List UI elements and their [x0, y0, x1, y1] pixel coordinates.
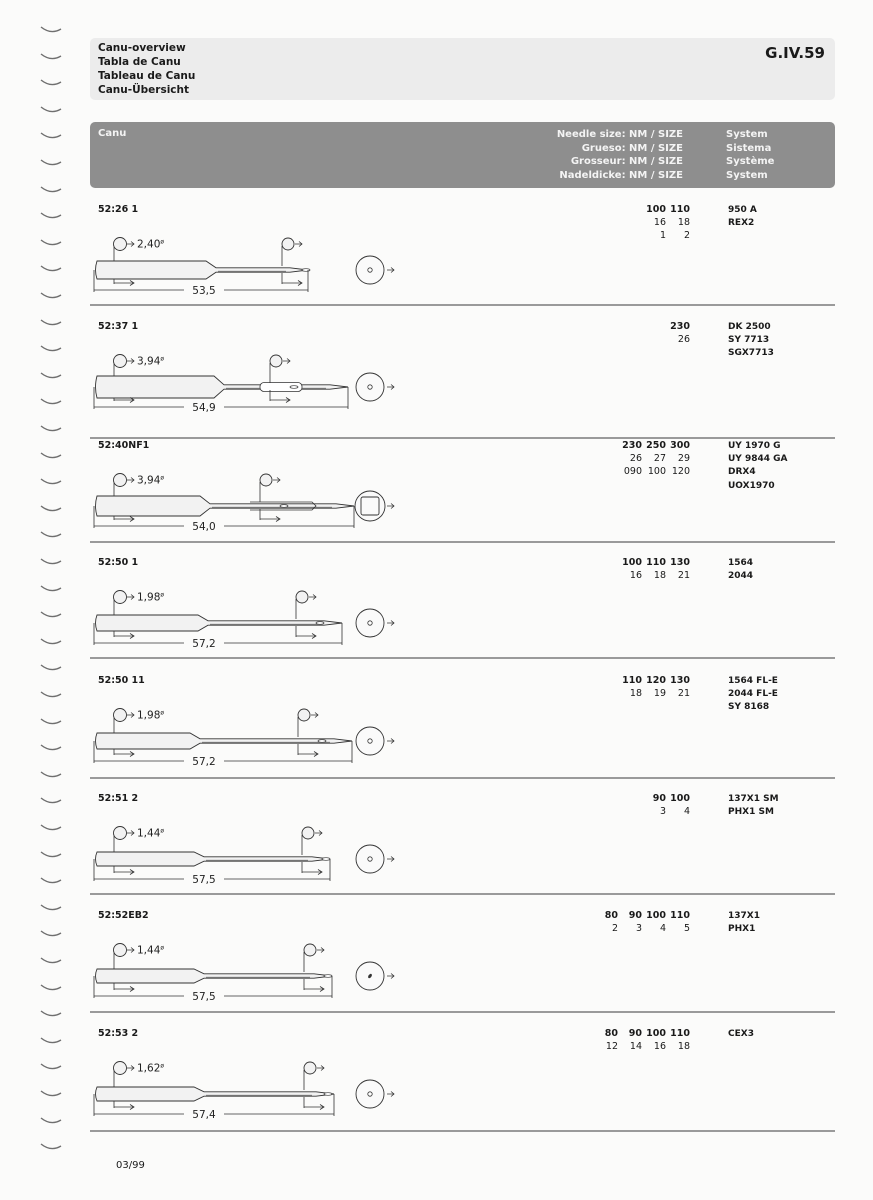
- system-code: DRX4: [728, 467, 756, 478]
- binding-hole: [38, 237, 64, 249]
- needle-diagram: [90, 589, 430, 659]
- shank-profile: [114, 827, 127, 840]
- needle-code: 52:50 1: [98, 557, 139, 568]
- needle-drawing: [96, 261, 309, 279]
- title-lines: [98, 41, 195, 97]
- size-value: 100: [647, 465, 666, 477]
- needle-code: 52:50 11: [98, 675, 145, 686]
- binding-hole: [38, 210, 64, 222]
- needle-drawing: [96, 376, 349, 398]
- binding-hole: [38, 104, 64, 116]
- header-system-es: Sistema: [726, 142, 772, 154]
- size-value: 2: [683, 229, 690, 241]
- system-code: PHX1 SM: [728, 807, 774, 818]
- title-box: [90, 38, 835, 100]
- needle-drawing: [96, 615, 343, 631]
- size-line: [570, 806, 690, 819]
- needle-row: [90, 557, 835, 659]
- needle-length: 53,5: [192, 285, 216, 297]
- size-value: 18: [629, 687, 642, 699]
- needle-code: 52:37 1: [98, 321, 139, 332]
- size-value: 230: [622, 440, 642, 451]
- needle-eye: [318, 740, 326, 743]
- size-value: 21: [677, 687, 690, 699]
- binding-hole: [38, 583, 64, 595]
- size-line: [570, 688, 690, 701]
- binding-hole: [38, 317, 64, 329]
- system-code: 137X1: [728, 911, 760, 921]
- title-line-fr: Tableau de Canu: [98, 70, 196, 82]
- size-value: 16: [629, 569, 642, 581]
- binding-hole: [38, 902, 64, 914]
- binding-hole: [38, 875, 64, 887]
- system-code: PHX1: [728, 924, 756, 935]
- size-value: 2: [611, 922, 618, 934]
- size-value: 3: [659, 805, 666, 817]
- size-line: [570, 466, 690, 479]
- system-list: [728, 1028, 754, 1041]
- size-value: 110: [670, 1028, 690, 1039]
- size-table: [570, 910, 690, 936]
- shank-diameter: $1,62^ø$: [137, 1062, 165, 1075]
- size-line: [570, 1041, 690, 1054]
- size-value: 80: [604, 1028, 618, 1039]
- size-value: 130: [670, 557, 690, 568]
- size-value: 100: [622, 557, 642, 568]
- needle-drawing: [96, 852, 331, 866]
- size-table: [570, 321, 690, 347]
- binding-hole: [38, 982, 64, 994]
- size-value: 100: [646, 204, 666, 215]
- binding-hole: [38, 849, 64, 861]
- system-list: [728, 204, 757, 230]
- needle-length: 57,5: [192, 874, 216, 886]
- binding-hole: [38, 396, 64, 408]
- needle-diagram: [90, 472, 430, 542]
- size-value: 100: [646, 910, 666, 921]
- footer-date: 03/99: [116, 1160, 145, 1171]
- needle-length: 54,9: [192, 402, 216, 414]
- needle-eye: [322, 858, 330, 861]
- binding-hole: [38, 795, 64, 807]
- system-list: [728, 793, 779, 819]
- size-value: 90: [628, 910, 642, 921]
- header-system-en: System: [726, 129, 768, 140]
- size-value: 120: [671, 465, 690, 477]
- title-line-en: Canu-overview: [98, 42, 186, 54]
- needle-code: 52:26 1: [98, 204, 139, 215]
- size-line: [570, 334, 690, 347]
- binding-hole: [38, 955, 64, 967]
- binding-hole: [38, 769, 64, 781]
- eye-profile: [302, 827, 314, 839]
- size-value: 16: [653, 216, 666, 228]
- binding-hole: [38, 24, 64, 36]
- system-code: UY 1970 G: [728, 441, 781, 451]
- binding-hole: [38, 130, 64, 142]
- binding-hole: [38, 1115, 64, 1127]
- shank-profile: [114, 355, 127, 368]
- size-table: [570, 675, 690, 701]
- row-divider: [90, 1130, 835, 1132]
- size-line: [570, 910, 690, 923]
- needle-length: 57,2: [192, 638, 216, 650]
- binding-hole: [38, 1008, 64, 1020]
- needle-eye: [316, 622, 324, 625]
- system-code: 1564: [728, 558, 754, 568]
- needle-diagram: [90, 942, 430, 1012]
- needle-row: [90, 910, 835, 1013]
- needle-length: 54,0: [192, 521, 216, 533]
- header-size-de: Nadeldicke: NM / SIZE: [559, 169, 683, 181]
- size-value: 100: [670, 793, 690, 804]
- binding-hole: [38, 370, 64, 382]
- eye-profile: [296, 591, 308, 603]
- binding-hole: [38, 689, 64, 701]
- title-line-de: Canu-Übersicht: [98, 84, 190, 96]
- shank-diameter: $1,44^ø$: [137, 944, 165, 957]
- binding-hole: [38, 184, 64, 196]
- system-list: [728, 321, 774, 361]
- size-value: 90: [652, 793, 666, 804]
- binding-holes: [30, 24, 70, 1184]
- system-code: 950 A: [728, 205, 757, 215]
- size-value: 110: [670, 910, 690, 921]
- system-list: [728, 440, 788, 493]
- size-value: 18: [677, 216, 690, 228]
- eye-profile: [282, 238, 294, 250]
- shank-diameter: $1,98^ø$: [137, 709, 165, 722]
- eye-profile: [270, 355, 282, 367]
- system-list: [728, 557, 753, 583]
- header-system-fr: Système: [726, 156, 775, 167]
- size-table: [570, 557, 690, 583]
- header-system-de: System: [726, 169, 768, 181]
- system-code: CEX3: [728, 1029, 754, 1039]
- header-product-label: Canu: [98, 128, 127, 139]
- needle-eye: [324, 975, 332, 978]
- binding-hole: [38, 423, 64, 435]
- binding-hole: [38, 1061, 64, 1073]
- eye-profile: [298, 709, 310, 721]
- binding-hole: [38, 742, 64, 754]
- shank-profile: [114, 591, 127, 604]
- size-line: [570, 1028, 690, 1041]
- needle-length: 57,5: [192, 991, 216, 1003]
- size-line: [570, 570, 690, 583]
- needle-drawing: [96, 496, 355, 516]
- size-line: [570, 923, 690, 936]
- binding-hole: [38, 529, 64, 541]
- system-list: [728, 675, 778, 715]
- needle-row: [90, 204, 835, 306]
- needle-diagram: [90, 236, 430, 306]
- needle-drawing: [96, 969, 333, 983]
- size-value: 18: [653, 569, 666, 581]
- shank-diameter: $1,44^ø$: [137, 827, 165, 840]
- needle-length: 57,4: [192, 1109, 216, 1121]
- size-value: 27: [653, 452, 666, 464]
- binding-hole: [38, 263, 64, 275]
- binding-hole: [38, 1035, 64, 1047]
- needle-diagram: [90, 1060, 430, 1130]
- binding-hole: [38, 636, 64, 648]
- shank-profile: [114, 238, 127, 251]
- shank-profile: [114, 709, 127, 722]
- shank-diameter: $3,94^ø$: [137, 355, 165, 368]
- shank-profile: [114, 474, 127, 487]
- system-code: SY 7713: [728, 335, 770, 346]
- system-list: [728, 910, 760, 936]
- size-value: 3: [635, 922, 642, 934]
- size-value: 21: [677, 569, 690, 581]
- shank-profile: [114, 1062, 127, 1075]
- size-value: 29: [677, 452, 690, 464]
- needle-code: 52:51 2: [98, 793, 139, 804]
- size-line: [570, 557, 690, 570]
- eye-profile: [304, 944, 316, 956]
- needle-eye: [324, 1093, 332, 1096]
- size-value: 12: [605, 1040, 618, 1052]
- size-value: 4: [659, 922, 666, 934]
- size-value: 18: [677, 1040, 690, 1052]
- header-system-labels: [726, 128, 774, 182]
- binding-hole: [38, 1141, 64, 1153]
- table-header: [90, 122, 835, 188]
- needle-drawing: [96, 1087, 335, 1101]
- binding-hole: [38, 343, 64, 355]
- binding-hole: [38, 157, 64, 169]
- system-code: DK 2500: [728, 322, 771, 332]
- size-value: 19: [653, 687, 666, 699]
- header-size-labels: [557, 128, 683, 182]
- shank-profile: [114, 944, 127, 957]
- size-value: 230: [670, 321, 690, 332]
- binding-hole: [38, 503, 64, 515]
- row-divider: [90, 437, 835, 439]
- needle-code: 52:53 2: [98, 1028, 139, 1039]
- size-value: 90: [628, 1028, 642, 1039]
- size-line: [570, 675, 690, 688]
- binding-hole: [38, 609, 64, 621]
- system-code: 137X1 SM: [728, 794, 779, 804]
- size-line: [570, 453, 690, 466]
- needle-row: [90, 321, 835, 439]
- system-code: SY 8168: [728, 702, 770, 713]
- size-line: [570, 321, 690, 334]
- size-line: [570, 793, 690, 806]
- needle-diagram: [90, 825, 430, 895]
- binding-hole: [38, 77, 64, 89]
- needle-eye: [280, 505, 288, 508]
- size-table: [570, 440, 690, 478]
- size-value: 1: [659, 229, 666, 241]
- system-code: SGX7713: [728, 348, 774, 359]
- size-table: [570, 204, 690, 242]
- title-line-es: Tabla de Canu: [98, 56, 181, 68]
- system-code: 1564 FL-E: [728, 676, 778, 686]
- system-code: UY 9844 GA: [728, 454, 788, 465]
- size-value: 300: [670, 440, 690, 451]
- size-value: 4: [683, 805, 690, 817]
- system-code: 2044 FL-E: [728, 689, 778, 700]
- size-table: [570, 793, 690, 819]
- needle-length: 57,2: [192, 756, 216, 768]
- size-value: 130: [670, 675, 690, 686]
- binding-hole: [38, 716, 64, 728]
- needle-code: 52:40NF1: [98, 440, 150, 451]
- shank-diameter: $2,40^ø$: [137, 238, 165, 251]
- shank-diameter: $1,98^ø$: [137, 591, 165, 604]
- header-size-es: Grueso: NM / SIZE: [581, 142, 683, 154]
- needle-row: [90, 675, 835, 779]
- binding-hole: [38, 450, 64, 462]
- size-table: [570, 1028, 690, 1054]
- binding-hole: [38, 1088, 64, 1100]
- row-divider: [90, 777, 835, 779]
- needle-row: [90, 440, 835, 543]
- shank-diameter: $3,94^ø$: [137, 474, 165, 487]
- header-size-en: Needle size: NM / SIZE: [556, 129, 683, 140]
- needle-diagram: [90, 707, 430, 777]
- system-code: REX2: [728, 218, 755, 229]
- system-code: UOX1970: [728, 480, 775, 491]
- size-value: 120: [646, 675, 666, 686]
- size-value: 110: [622, 675, 642, 686]
- size-value: 26: [629, 452, 642, 464]
- header-size-fr: Grosseur: NM / SIZE: [570, 156, 683, 167]
- size-line: [570, 204, 690, 217]
- needle-code: 52:52EB2: [98, 910, 149, 921]
- size-value: 26: [677, 333, 690, 345]
- size-line: [570, 440, 690, 453]
- size-value: 110: [646, 557, 666, 568]
- binding-hole: [38, 928, 64, 940]
- needle-eye: [302, 269, 310, 272]
- size-value: 090: [623, 465, 642, 477]
- needle-row: [90, 1028, 835, 1132]
- binding-hole: [38, 822, 64, 834]
- binding-hole: [38, 662, 64, 674]
- binding-hole: [38, 290, 64, 302]
- needle-diagram: [90, 353, 430, 423]
- size-line: [570, 230, 690, 243]
- needle-eye: [290, 386, 298, 389]
- page-number: G.IV.59: [765, 44, 825, 62]
- eye-profile: [260, 474, 272, 486]
- size-value: 250: [646, 440, 666, 451]
- size-value: 5: [683, 922, 690, 934]
- size-value: 14: [629, 1040, 642, 1052]
- binding-hole: [38, 556, 64, 568]
- size-value: 80: [604, 910, 618, 921]
- eye-profile: [304, 1062, 316, 1074]
- needle-row: [90, 793, 835, 895]
- system-code: 2044: [728, 571, 754, 582]
- size-value: 100: [646, 1028, 666, 1039]
- binding-hole: [38, 476, 64, 488]
- size-value: 16: [653, 1040, 666, 1052]
- size-value: 110: [670, 204, 690, 215]
- binding-hole: [38, 51, 64, 63]
- needle-drawing: [96, 733, 353, 749]
- size-line: [570, 217, 690, 230]
